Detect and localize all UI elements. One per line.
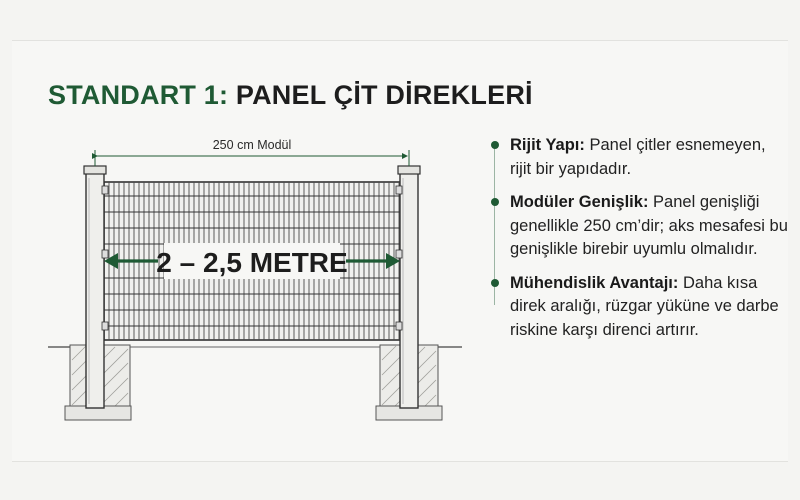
bullet-heading: Mühendislik Avantajı:	[510, 273, 679, 292]
span-label: 2 – 2,5 METRE	[156, 247, 348, 278]
module-dimension	[95, 138, 409, 166]
title-lead: STANDART 1:	[48, 80, 229, 110]
bullet-heading: Modüler Genişlik:	[510, 193, 649, 211]
bullet-modular-width	[490, 191, 790, 262]
bullet-list	[490, 134, 790, 352]
bullet-rigid-structure	[490, 134, 790, 181]
bullet-dot	[491, 198, 499, 206]
bullet-text: Daha kısa direk aralığı, rüzgar yüküne ve darbe riskine karşı direnci artırır.	[510, 273, 779, 339]
post-left	[84, 166, 108, 408]
bullet-dot	[491, 279, 499, 287]
bullet-heading: Rijit Yapı:	[510, 136, 585, 154]
bullet-engineering-advantage	[490, 272, 790, 343]
title-rest: PANEL ÇİT DİREKLERİ	[235, 80, 533, 110]
bullet-text: Panel genişliği genellikle 250 cm’dir; aks mesafesi bu genişlikle birebir uyumlu olmalıdır.	[510, 193, 788, 258]
bullet-text: Panel çitler esnemeyen, rijit bir yapıdadır.	[510, 136, 766, 178]
bullet-dot	[491, 141, 499, 149]
module-label: 250 cm Modül	[212, 138, 292, 152]
post-right	[396, 166, 420, 408]
